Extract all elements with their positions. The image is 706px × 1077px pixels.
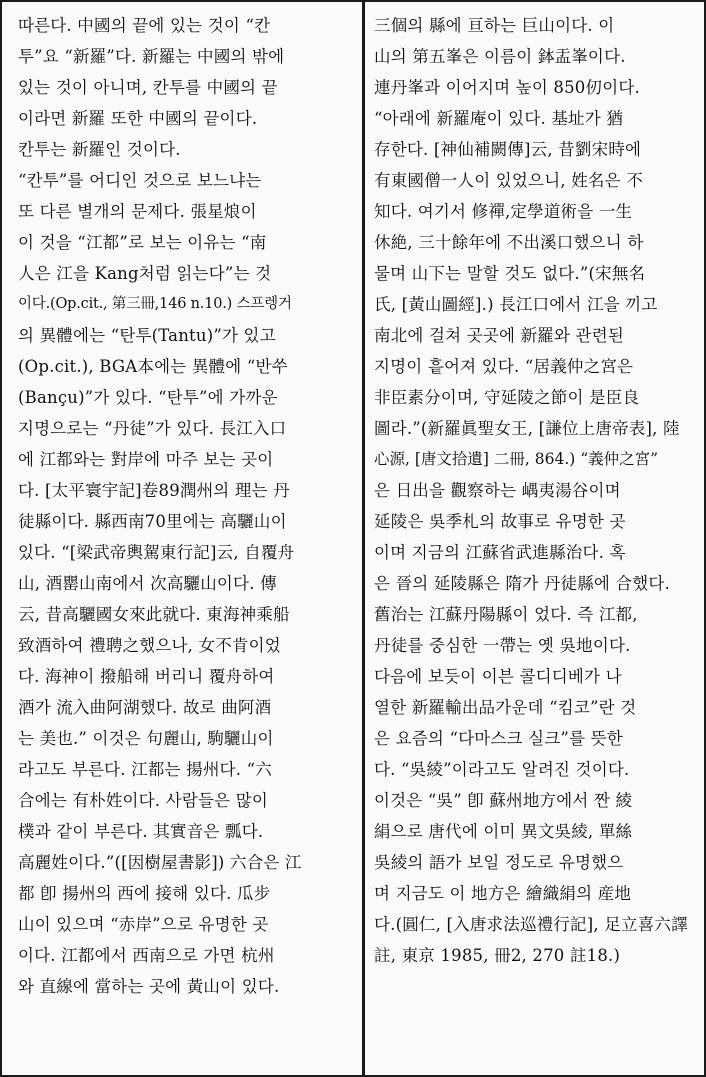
text-line: 知다. 여기서 修禪,定學道術을 一生 (374, 202, 633, 221)
text-line: 지명이 흩어져 있다. “居義仲之宮은 (374, 357, 634, 376)
text-line: 다.(圓仁, [入唐求法巡禮行記], 足立喜六譯 (374, 915, 688, 934)
text-line: 舊治는 江蘇丹陽縣이 었다. 즉 江都, (374, 605, 638, 624)
text-line: 이것은 “吳” 卽 蘇州地方에서 짠 綾 (374, 791, 633, 810)
column-divider (362, 2, 365, 1075)
text-line: 高麗姓이다.”([因樹屋書影]) 六合은 江 (18, 853, 302, 872)
text-line: 樸과 같이 부른다. 其實音은 瓢다. (18, 822, 264, 841)
text-line: 云, 昔高驪國女來此就다. 東海神乘船 (18, 605, 290, 624)
right-text-column (374, 10, 696, 1067)
text-line: 人은 江을 Kang처럼 읽는다”는 것 (18, 264, 272, 283)
text-line: 休絶, 三十餘年에 不出溪口했으니 하 (374, 233, 644, 252)
text-line: 있는 것이 아니며, 칸투를 中國의 끝 (18, 78, 278, 97)
text-line: 며 지금도 이 地方은 繪織絹의 産地 (374, 884, 632, 903)
text-line: 라고도 부른다. 江都는 揚州다. “六 (18, 760, 272, 779)
text-line: 에 江都와는 對岸에 마주 보는 곳이 (18, 450, 274, 469)
text-line: 다. “吳綾”이라고도 알려진 것이다. (374, 760, 630, 779)
text-line: 칸투는 新羅인 것이다. (18, 140, 181, 159)
text-line: 열한 新羅輸出品가운데 “킴코”란 것 (374, 698, 637, 717)
text-line: 合에는 有朴姓이다. 사람들은 많이 (18, 791, 268, 810)
text-line: 延陵은 吳季札의 故事로 유명한 곳 (374, 512, 626, 531)
text-line: 이 것을 “江都”로 보는 이유는 “南 (18, 233, 267, 252)
text-line: 물며 山下는 말할 것도 없다.”(宋無名 (374, 264, 646, 283)
text-line: 이다. 江都에서 西南으로 가면 杭州 (18, 946, 275, 965)
text-line: 酒가 流入曲阿湖했다. 故로 曲阿酒 (18, 698, 272, 717)
text-line: 투”요 “新羅”다. 新羅는 中國의 밖에 (18, 47, 285, 66)
text-line: 註, 東京 1985, 冊2, 270 註18.) (374, 946, 621, 965)
text-line: 의 異體에는 “탄투(Tantu)”가 있고 (18, 326, 276, 345)
text-line: 有東國僧一人이 있었으니, 姓名은 不 (374, 171, 643, 190)
text-line: 絹으로 唐代에 이미 異文吳綾, 單絲 (374, 822, 633, 841)
text-line: 또 다른 별개의 문제다. 張星烺이 (18, 202, 257, 221)
text-line: 徒縣이다. 縣西南70里에는 高驪山이 (18, 512, 287, 531)
text-line: 丹徒를 중심한 一帶는 옛 吳地이다. (374, 636, 631, 655)
text-line: 山의 第五峯은 이름이 鉢盂峯이다. (374, 47, 626, 66)
text-line: 다. [太平寰宇記]卷89潤州의 理는 丹 (18, 481, 290, 500)
text-line: 心源, [唐文拾遺] 二冊, 864.) “義仲之宮” (374, 450, 659, 468)
text-line: 存한다. [神仙補闕傳]云, 昔劉宋時에 (374, 140, 642, 159)
text-line: 吳綾의 語가 보일 정도로 유명했으 (374, 853, 624, 872)
text-line: 南北에 걸쳐 곳곳에 新羅와 관련된 (374, 326, 624, 345)
text-line: 는 美也.” 이것은 句麗山, 駒驪山이 (18, 729, 274, 748)
text-line: 다음에 보듯이 이븐 콜디디베가 나 (374, 667, 622, 686)
text-line: 지명으로는 “丹徒”가 있다. 長江入口 (18, 419, 287, 438)
text-line: 와 直線에 當하는 곳에 黃山이 있다. (18, 977, 280, 996)
text-line: 다. 海神이 撥船해 버리니 覆舟하여 (18, 667, 275, 686)
text-line: 있다. “[梁武帝輿駕東行記]云, 自覆舟 (18, 543, 295, 562)
text-line: (Bançu)”가 있다. “탄투”에 가까운 (18, 388, 278, 407)
text-line: “칸투”를 어디인 것으로 보느냐는 (18, 171, 262, 190)
text-line: 이다.(Op.cit., 第三冊,146 n.10.) 스프렝거 (18, 296, 292, 312)
text-line: 山이 있으며 “赤岸”으로 유명한 곳 (18, 915, 269, 934)
text-line: 은 晉의 延陵縣은 隋가 丹徒縣에 合했다. (374, 574, 670, 593)
left-text-column (18, 10, 353, 1067)
text-line: 非臣素分이며, 守延陵之節이 是臣良 (374, 388, 640, 407)
text-line: 連丹峯과 이어지며 높이 850仞이다. (374, 78, 640, 97)
text-line: (Op.cit.), BGA本에는 異體에 “반쑤 (18, 357, 288, 376)
text-line: 氏, [黃山圖經].) 長江口에서 江을 끼고 (374, 295, 658, 314)
text-line: 따른다. 中國의 끝에 있는 것이 “칸 (18, 16, 271, 35)
text-line: “아래에 新羅庵이 있다. 基址가 猶 (374, 109, 624, 128)
text-line: 三個의 縣에 亘하는 巨山이다. 이 (374, 16, 615, 35)
text-line: 都 卽 揚州의 西에 接해 있다. 瓜步 (18, 884, 271, 903)
text-line: 致酒하여 禮聘之했으나, 女不肯이었 (18, 636, 281, 655)
text-line: 이며 지금의 江蘇省武進縣治다. 혹 (374, 543, 626, 562)
text-line: 이라면 新羅 또한 中國의 끝이다. (18, 109, 258, 128)
text-line: 山, 酒罌山南에서 次高驪山이다. 傳 (18, 574, 277, 593)
text-line: 圖라.”(新羅眞聖女王, [謙位上唐帝表], 陸 (374, 419, 680, 438)
text-line: 은 요즘의 “다마스크 실크”를 뜻한 (374, 729, 623, 748)
text-line: 은 日出을 觀察하는 嵎夷湯谷이며 (374, 481, 621, 500)
